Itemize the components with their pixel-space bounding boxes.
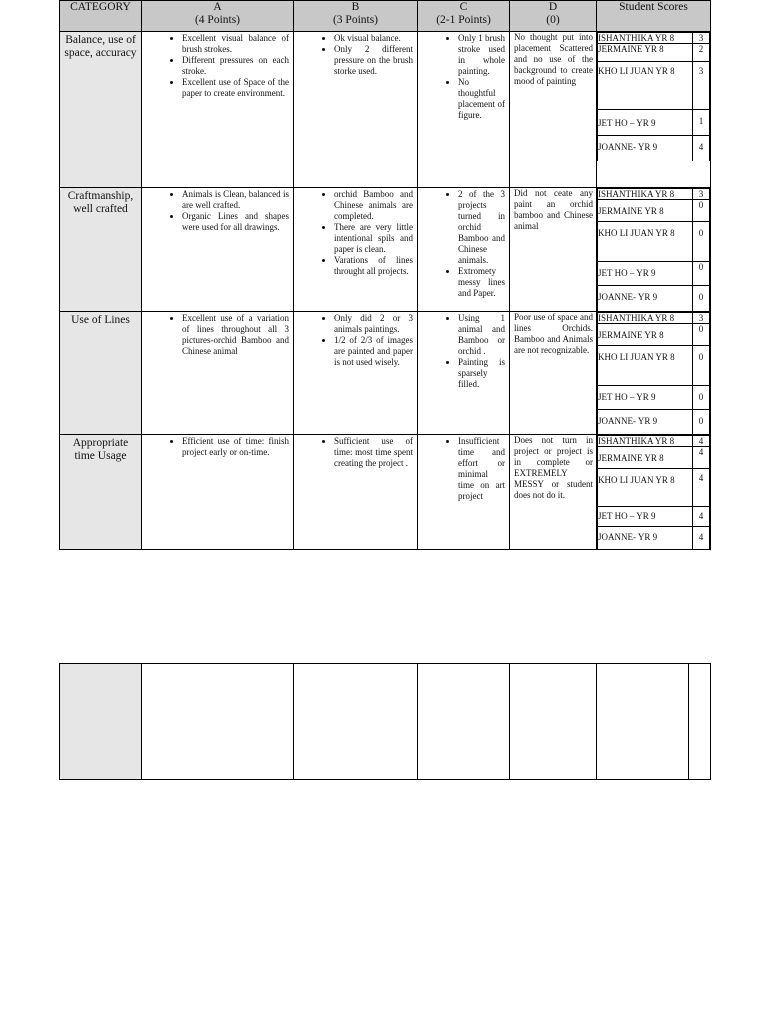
- criteria-a: [142, 435, 294, 550]
- header-d: D (0): [510, 1, 597, 32]
- student-name: JOANNE- YR 9: [598, 286, 693, 311]
- criteria-item: • No thoughtful placement of figure.: [458, 77, 505, 121]
- student-row: [598, 436, 710, 447]
- blank-cell: [142, 664, 294, 780]
- header-b: B (3 Points): [294, 1, 418, 32]
- student-name: JOANNE- YR 9: [598, 527, 693, 549]
- criteria-b: [294, 435, 418, 550]
- criteria-item: • 2 of the 3 projects turned in orchid Bamboo and Chinese animals.: [458, 189, 505, 266]
- rubric-row-time-usage: [60, 435, 711, 550]
- rubric-row-craftmanship: [60, 188, 711, 312]
- student-score: 0: [693, 323, 710, 345]
- student-row: [598, 200, 710, 222]
- criteria-b: [294, 188, 418, 312]
- student-row: [598, 286, 710, 311]
- student-scores-cell: [597, 435, 711, 550]
- criteria-item: • Only 1 brush stroke used in whole painting.: [458, 33, 505, 77]
- student-score: 3: [693, 312, 710, 323]
- criteria-a: [142, 311, 294, 435]
- blank-table: [59, 663, 711, 780]
- student-name: ISHANTHIKA YR 8: [598, 189, 693, 200]
- student-name: JERMAINE YR 8: [598, 447, 693, 469]
- criteria-item: • Insufficient time and effort or minimal time on art project: [458, 436, 505, 502]
- student-name: ISHANTHIKA YR 8: [598, 436, 693, 447]
- criteria-item: • Painting is sparsely filled.: [458, 357, 505, 390]
- student-score: 3: [693, 33, 710, 44]
- criteria-item: • Only 2 different pressure on the brush storke used.: [334, 44, 413, 77]
- student-row: [598, 262, 710, 286]
- student-row: [598, 469, 710, 507]
- blank-row: [60, 664, 711, 780]
- criteria-item: • Ok visual balance.: [334, 33, 413, 44]
- student-scores-table: [597, 32, 710, 161]
- criteria-c: [418, 435, 510, 550]
- category-cell: Use of Lines: [60, 311, 142, 435]
- criteria-b: [294, 32, 418, 188]
- blank-cell: [418, 664, 510, 780]
- student-name: JET HO – YR 9: [598, 262, 693, 286]
- student-row: [598, 136, 710, 161]
- category-cell: Appropriate time Usage: [60, 435, 142, 550]
- criteria-item: • Sufficient use of time: most time spent creating the project .: [334, 436, 413, 469]
- student-score: 4: [693, 136, 710, 161]
- student-score: 0: [693, 222, 710, 262]
- blank-cell: [294, 664, 418, 780]
- student-scores-table: [597, 312, 710, 435]
- student-score: 4: [693, 436, 710, 447]
- student-score: 0: [693, 409, 710, 434]
- student-row: [598, 33, 710, 44]
- category-cell: Craftmanship, well crafted: [60, 188, 142, 312]
- rubric-table: [59, 0, 711, 550]
- student-row: [598, 222, 710, 262]
- criteria-item: • Excellent use of Space of the paper to create environment.: [182, 77, 289, 99]
- student-score: 1: [693, 110, 710, 136]
- criteria-d: Poor use of space and lines Orchids. Bamboo and Animals are not recognizable.: [510, 311, 597, 435]
- criteria-d: No thought put into placement Scattered and no use of the background to create mood of painting: [510, 32, 597, 188]
- header-category: CATEGORY: [60, 1, 142, 32]
- student-name: KHO LI JUAN YR 8: [598, 469, 693, 507]
- student-row: [598, 44, 710, 62]
- student-name: JET HO – YR 9: [598, 110, 693, 136]
- criteria-item: • There are very little intentional spils and paper is clean.: [334, 222, 413, 255]
- student-name: JERMAINE YR 8: [598, 44, 693, 62]
- student-row: [598, 409, 710, 434]
- student-scores-table: [597, 188, 710, 311]
- criteria-d: Did not ceate any paint an orchid bamboo and Chinese animal: [510, 188, 597, 312]
- criteria-item: • Different pressures on each stroke.: [182, 55, 289, 77]
- blank-cell: [689, 664, 711, 780]
- student-name: JOANNE- YR 9: [598, 136, 693, 161]
- student-score: 4: [693, 469, 710, 507]
- criteria-c: [418, 32, 510, 188]
- rubric-row-use-of-lines: [60, 311, 711, 435]
- student-score: 4: [693, 527, 710, 549]
- student-row: [598, 62, 710, 110]
- header-row: [60, 1, 711, 32]
- student-row: [598, 189, 710, 200]
- student-name: JET HO – YR 9: [598, 507, 693, 527]
- category-cell: Balance, use of space, accuracy: [60, 32, 142, 188]
- student-scores-table: [597, 435, 710, 549]
- criteria-c: [418, 188, 510, 312]
- student-score: 0: [693, 385, 710, 409]
- student-score: 0: [693, 345, 710, 385]
- student-scores-cell: [597, 32, 711, 188]
- criteria-item: • Using 1 animal and Bamboo or orchid .: [458, 313, 505, 357]
- student-name: JERMAINE YR 8: [598, 200, 693, 222]
- student-row: [598, 527, 710, 549]
- student-name: KHO LI JUAN YR 8: [598, 62, 693, 110]
- criteria-item: • Only did 2 or 3 animals paintings.: [334, 313, 413, 335]
- student-score: 0: [693, 286, 710, 311]
- student-name: KHO LI JUAN YR 8: [598, 222, 693, 262]
- student-row: [598, 507, 710, 527]
- student-name: JERMAINE YR 8: [598, 323, 693, 345]
- student-name: KHO LI JUAN YR 8: [598, 345, 693, 385]
- blank-category-cell: [60, 664, 142, 780]
- student-scores-cell: [597, 311, 711, 435]
- student-row: [598, 323, 710, 345]
- header-a: A (4 Points): [142, 1, 294, 32]
- criteria-item: • Efficient use of time: finish project early or on-time.: [182, 436, 289, 458]
- criteria-item: • Organic Lines and shapes were used for all drawings.: [182, 211, 289, 233]
- blank-cell: [510, 664, 597, 780]
- criteria-item: • Excellent visual balance of brush strokes.: [182, 33, 289, 55]
- student-scores-cell: [597, 188, 711, 312]
- criteria-item: • orchid Bamboo and Chinese animals are completed.: [334, 189, 413, 222]
- student-score: 4: [693, 507, 710, 527]
- student-row: [598, 345, 710, 385]
- student-name: JOANNE- YR 9: [598, 409, 693, 434]
- criteria-item: • 1/2 of 2/3 of images are painted and paper is not used wisely.: [334, 335, 413, 368]
- student-score: 4: [693, 447, 710, 469]
- criteria-d: Does not turn in project or project is in complete or EXTREMELY MESSY or student does not do it.: [510, 435, 597, 550]
- header-student-scores: Student Scores: [597, 1, 711, 32]
- criteria-b: [294, 311, 418, 435]
- criteria-a: [142, 188, 294, 312]
- criteria-item: • Excellent use of a variation of lines throughout all 3 pictures-orchid Bamboo and Chinese animal: [182, 313, 289, 357]
- student-row: [598, 447, 710, 469]
- student-row: [598, 110, 710, 136]
- student-name: ISHANTHIKA YR 8: [598, 312, 693, 323]
- blank-cell: [597, 664, 689, 780]
- criteria-item: • Varations of lines throught all projects.: [334, 255, 413, 277]
- student-score: 3: [693, 62, 710, 110]
- student-row: [598, 312, 710, 323]
- student-score: 2: [693, 44, 710, 62]
- criteria-a: [142, 32, 294, 188]
- student-row: [598, 385, 710, 409]
- criteria-item: • Extromety messy lines and Paper.: [458, 266, 505, 299]
- criteria-item: • Animals is Clean, balanced is are well crafted.: [182, 189, 289, 211]
- header-c: C (2-1 Points): [418, 1, 510, 32]
- student-score: 3: [693, 189, 710, 200]
- criteria-c: [418, 311, 510, 435]
- student-name: JET HO – YR 9: [598, 385, 693, 409]
- student-name: ISHANTHIKA YR 8: [598, 33, 693, 44]
- student-score: 0: [693, 262, 710, 286]
- student-score: 0: [693, 200, 710, 222]
- rubric-row-balance: [60, 32, 711, 188]
